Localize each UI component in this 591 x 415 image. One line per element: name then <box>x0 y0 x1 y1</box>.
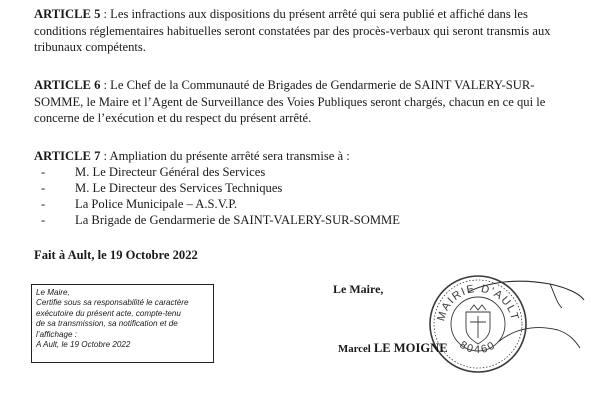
signer-last-name: LE MOIGNE <box>373 341 448 355</box>
certification-line: l’affichage : <box>36 329 77 339</box>
seal-emblem <box>466 305 490 344</box>
recipient-label: M. Le Directeur Général des Services <box>75 165 266 179</box>
certification-line: Certifie sous sa responsabilité le caractère <box>36 298 189 308</box>
recipient-label: M. Le Directeur des Services Techniques <box>75 181 283 195</box>
article-5-text: : Les infractions aux dispositions du présent arrêté qui sera publié et affiché dans les conditions réglementaires habituelles seront constatées par des procès-verbaux qui seront transmis aux tribunaux compétents. <box>34 7 551 54</box>
certification-box <box>31 284 214 363</box>
signature-title: Le Maire, <box>333 282 384 296</box>
recipient-label: La Brigade de Gendarmerie de SAINT-VALERY-SUR-SOMME <box>75 213 400 227</box>
certification-line: exécutoire du présent acte, compte-tenu <box>36 308 181 318</box>
recipient-item: - M. Le Directeur des Services Techniques <box>41 181 283 195</box>
signer-first-name: Marcel <box>338 343 371 355</box>
article-5 <box>34 6 554 56</box>
article-7 <box>34 148 554 165</box>
article-6-label: ARTICLE 6 <box>34 78 101 92</box>
recipient-item: - La Brigade de Gendarmerie de SAINT-VALERY-SUR-SOMME <box>41 213 400 227</box>
article-5-label: ARTICLE 5 <box>34 7 101 21</box>
certification-line: de sa transmission, sa notification et de <box>36 319 178 329</box>
place-date-line: Fait à Ault, le 19 Octobre 2022 <box>34 248 198 262</box>
mairie-seal <box>426 272 530 376</box>
signer-name <box>338 341 448 356</box>
recipient-item: - M. Le Directeur Général des Services <box>41 165 266 179</box>
certification-line: A Ault, le 19 Octobre 2022 <box>36 340 131 350</box>
certification-line: Le Maire, <box>36 288 70 297</box>
seal-top-text: MAIRIE D'AULT <box>435 282 521 323</box>
article-7-label: ARTICLE 7 <box>34 149 101 163</box>
article-6-text: : Le Chef de la Communauté de Brigades de Gendarmerie de SAINT VALERY-SUR-SOMME, le Maire et l’Agent de Surveillance des Voies Publiques seront chargés, chacun en ce qui le concerne de l’exécution et du respect du présent arrêté. <box>34 78 546 125</box>
svg-text:80460 <box>457 339 498 356</box>
article-7-text: : Ampliation du présente arrêté sera transmise à : <box>100 149 350 163</box>
recipient-list <box>34 164 554 228</box>
recipient-item: - La Police Municipale – A.S.V.P. <box>41 197 238 211</box>
article-6 <box>34 77 554 127</box>
recipient-label: La Police Municipale – A.S.V.P. <box>75 197 238 211</box>
seal-bottom-text: 80460 <box>457 338 499 357</box>
